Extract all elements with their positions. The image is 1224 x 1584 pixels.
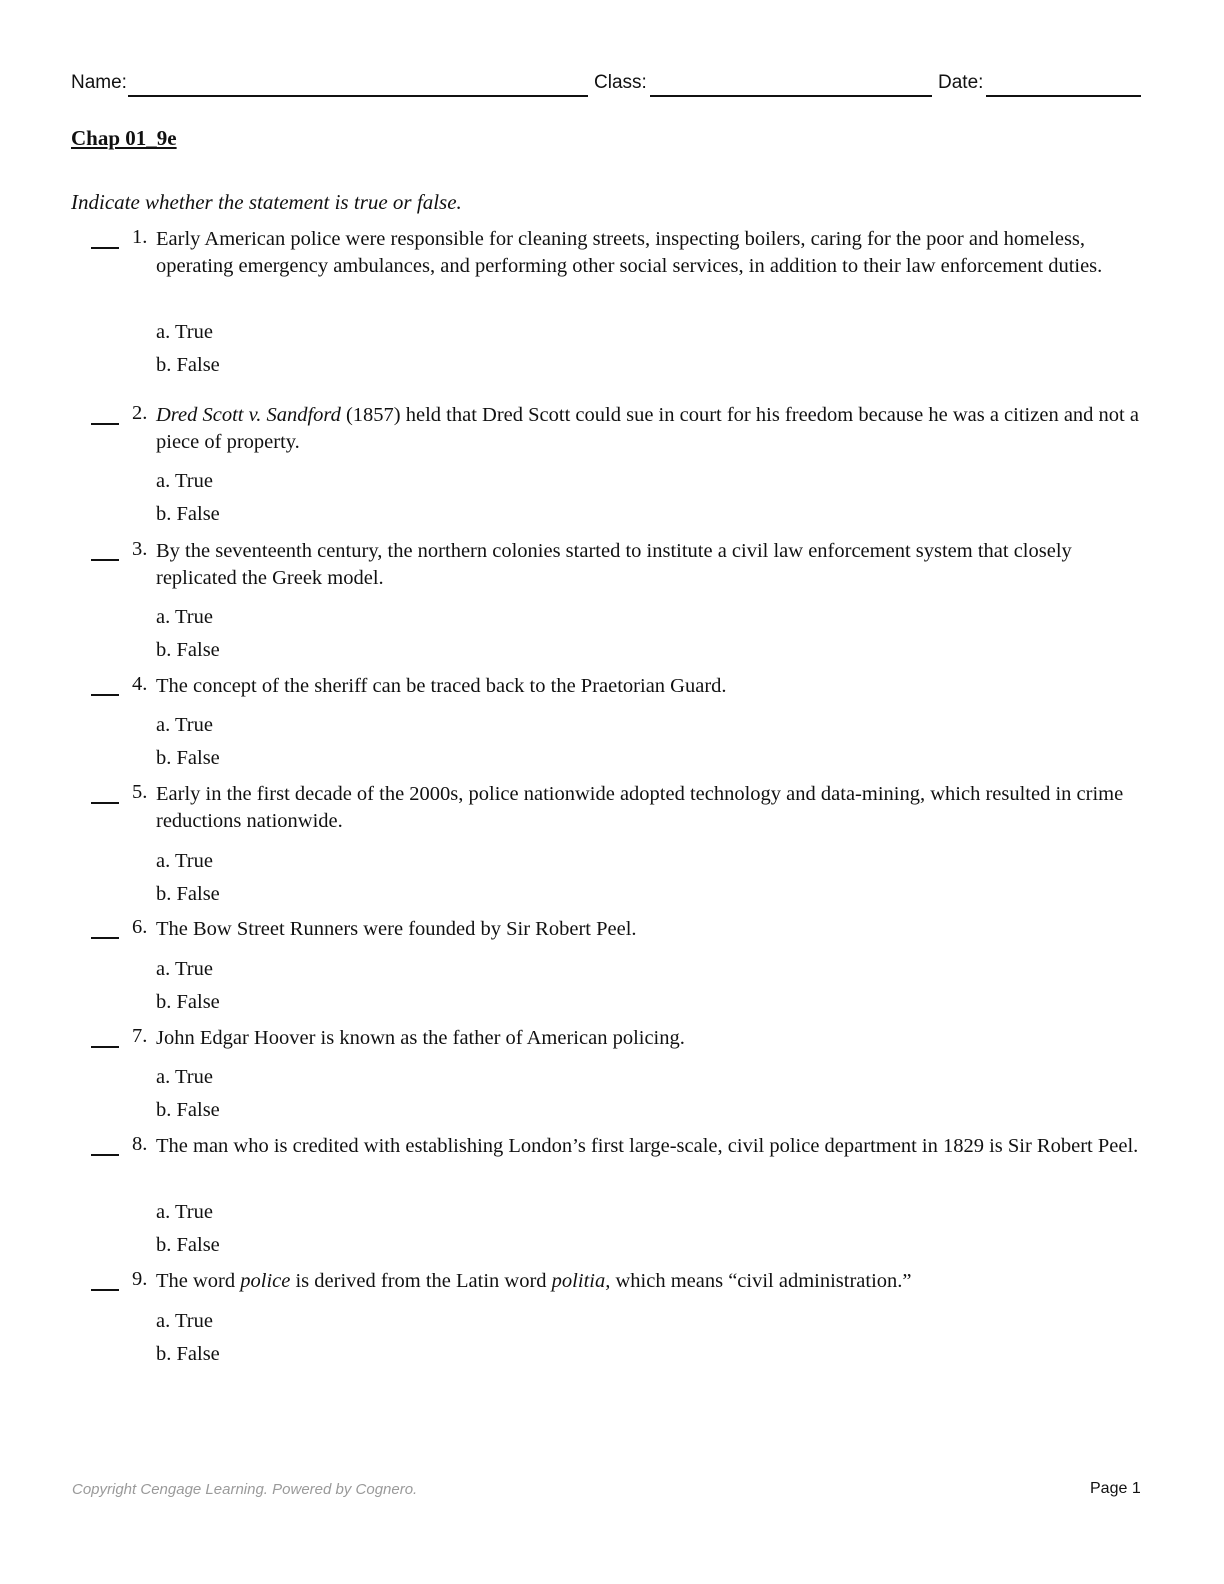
- option-true[interactable]: a. True: [156, 1201, 213, 1223]
- question-text: [156, 916, 1146, 943]
- answer-blank[interactable]: [91, 1046, 119, 1048]
- option-false[interactable]: b. False: [156, 747, 220, 769]
- question-number: 9.: [132, 1268, 148, 1290]
- question-number: 5.: [132, 781, 148, 803]
- option-false[interactable]: b. False: [156, 883, 220, 905]
- answer-blank[interactable]: [91, 1289, 119, 1291]
- option-true[interactable]: a. True: [156, 1066, 213, 1088]
- name-line[interactable]: [128, 95, 588, 97]
- question-text: [156, 538, 1146, 591]
- question-text-segment: which means “civil administration.”: [610, 1270, 912, 1292]
- question-text: [156, 781, 1146, 834]
- question-text: [156, 226, 1146, 279]
- option-false[interactable]: b. False: [156, 354, 220, 376]
- date-label: Date:: [938, 72, 984, 93]
- question-text-segment: Early in the first decade of the 2000s, police nationwide adopted technology and data-mining, which resulted in crime reductions nationwide.: [156, 783, 1124, 832]
- question-text-segment: is derived from the Latin word: [290, 1270, 552, 1292]
- class-line[interactable]: [650, 95, 932, 97]
- option-true[interactable]: a. True: [156, 606, 213, 628]
- option-true[interactable]: a. True: [156, 714, 213, 736]
- question-text: [156, 673, 1146, 700]
- question-number: 7.: [132, 1025, 148, 1047]
- answer-blank[interactable]: [91, 1154, 119, 1156]
- page-number: Page 1: [1090, 1480, 1141, 1497]
- instructions: Indicate whether the statement is true or false.: [71, 190, 462, 214]
- question-number: 2.: [132, 402, 148, 424]
- answer-blank[interactable]: [91, 559, 119, 561]
- question-text-segment: The word: [156, 1270, 241, 1292]
- option-true[interactable]: a. True: [156, 470, 213, 492]
- option-true[interactable]: a. True: [156, 321, 213, 343]
- option-true[interactable]: a. True: [156, 850, 213, 872]
- answer-blank[interactable]: [91, 802, 119, 804]
- answer-blank[interactable]: [91, 694, 119, 696]
- question-text-italic: police: [240, 1270, 291, 1292]
- question-number: 6.: [132, 916, 148, 938]
- question-text-italic: Dred Scott v. Sandford: [156, 404, 341, 426]
- question-number: 1.: [132, 226, 148, 248]
- question-text-segment: By the seventeenth century, the northern colonies started to institute a civil law enforcement system that closely replicated the Greek model.: [156, 540, 1072, 589]
- option-false[interactable]: b. False: [156, 1343, 220, 1365]
- option-false[interactable]: b. False: [156, 1234, 220, 1256]
- option-true[interactable]: a. True: [156, 958, 213, 980]
- option-false[interactable]: b. False: [156, 503, 220, 525]
- name-label: Name:: [71, 72, 127, 93]
- answer-blank[interactable]: [91, 423, 119, 425]
- question-text-segment: John Edgar Hoover is known as the father of American policing.: [156, 1027, 685, 1049]
- question-text: [156, 402, 1146, 455]
- answer-blank[interactable]: [91, 247, 119, 249]
- option-true[interactable]: a. True: [156, 1310, 213, 1332]
- question-number: 4.: [132, 673, 148, 695]
- option-false[interactable]: b. False: [156, 1099, 220, 1121]
- question-text: [156, 1268, 1146, 1295]
- copyright-text: Copyright Cengage Learning. Powered by Cognero.: [72, 1481, 418, 1498]
- date-line[interactable]: [986, 95, 1141, 97]
- chapter-title: Chap 01_9e: [71, 126, 177, 150]
- class-label: Class:: [594, 72, 647, 93]
- question-number: 8.: [132, 1133, 148, 1155]
- question-text-segment: The Bow Street Runners were founded by Sir Robert Peel.: [156, 918, 637, 940]
- question-text-segment: Early American police were responsible for cleaning streets, inspecting boilers, caring for the poor and homeless, operating emergency ambulances, and performing other social services, in addition to their law enforcement duties.: [156, 228, 1103, 277]
- option-false[interactable]: b. False: [156, 639, 220, 661]
- answer-blank[interactable]: [91, 937, 119, 939]
- question-text-segment: The concept of the sheriff can be traced back to the Praetorian Guard.: [156, 675, 727, 697]
- question-text: [156, 1133, 1146, 1160]
- option-false[interactable]: b. False: [156, 991, 220, 1013]
- question-text-segment: The man who is credited with establishing London’s first large-scale, civil police department in 1829 is Sir Robert Peel.: [156, 1135, 1139, 1157]
- question-number: 3.: [132, 538, 148, 560]
- question-text-segment: (1857) held that Dred Scott could sue in court for his freedom because he was a citizen and not a piece of property.: [156, 404, 1139, 453]
- question-text: [156, 1025, 1146, 1052]
- question-text-italic: politia,: [551, 1270, 611, 1292]
